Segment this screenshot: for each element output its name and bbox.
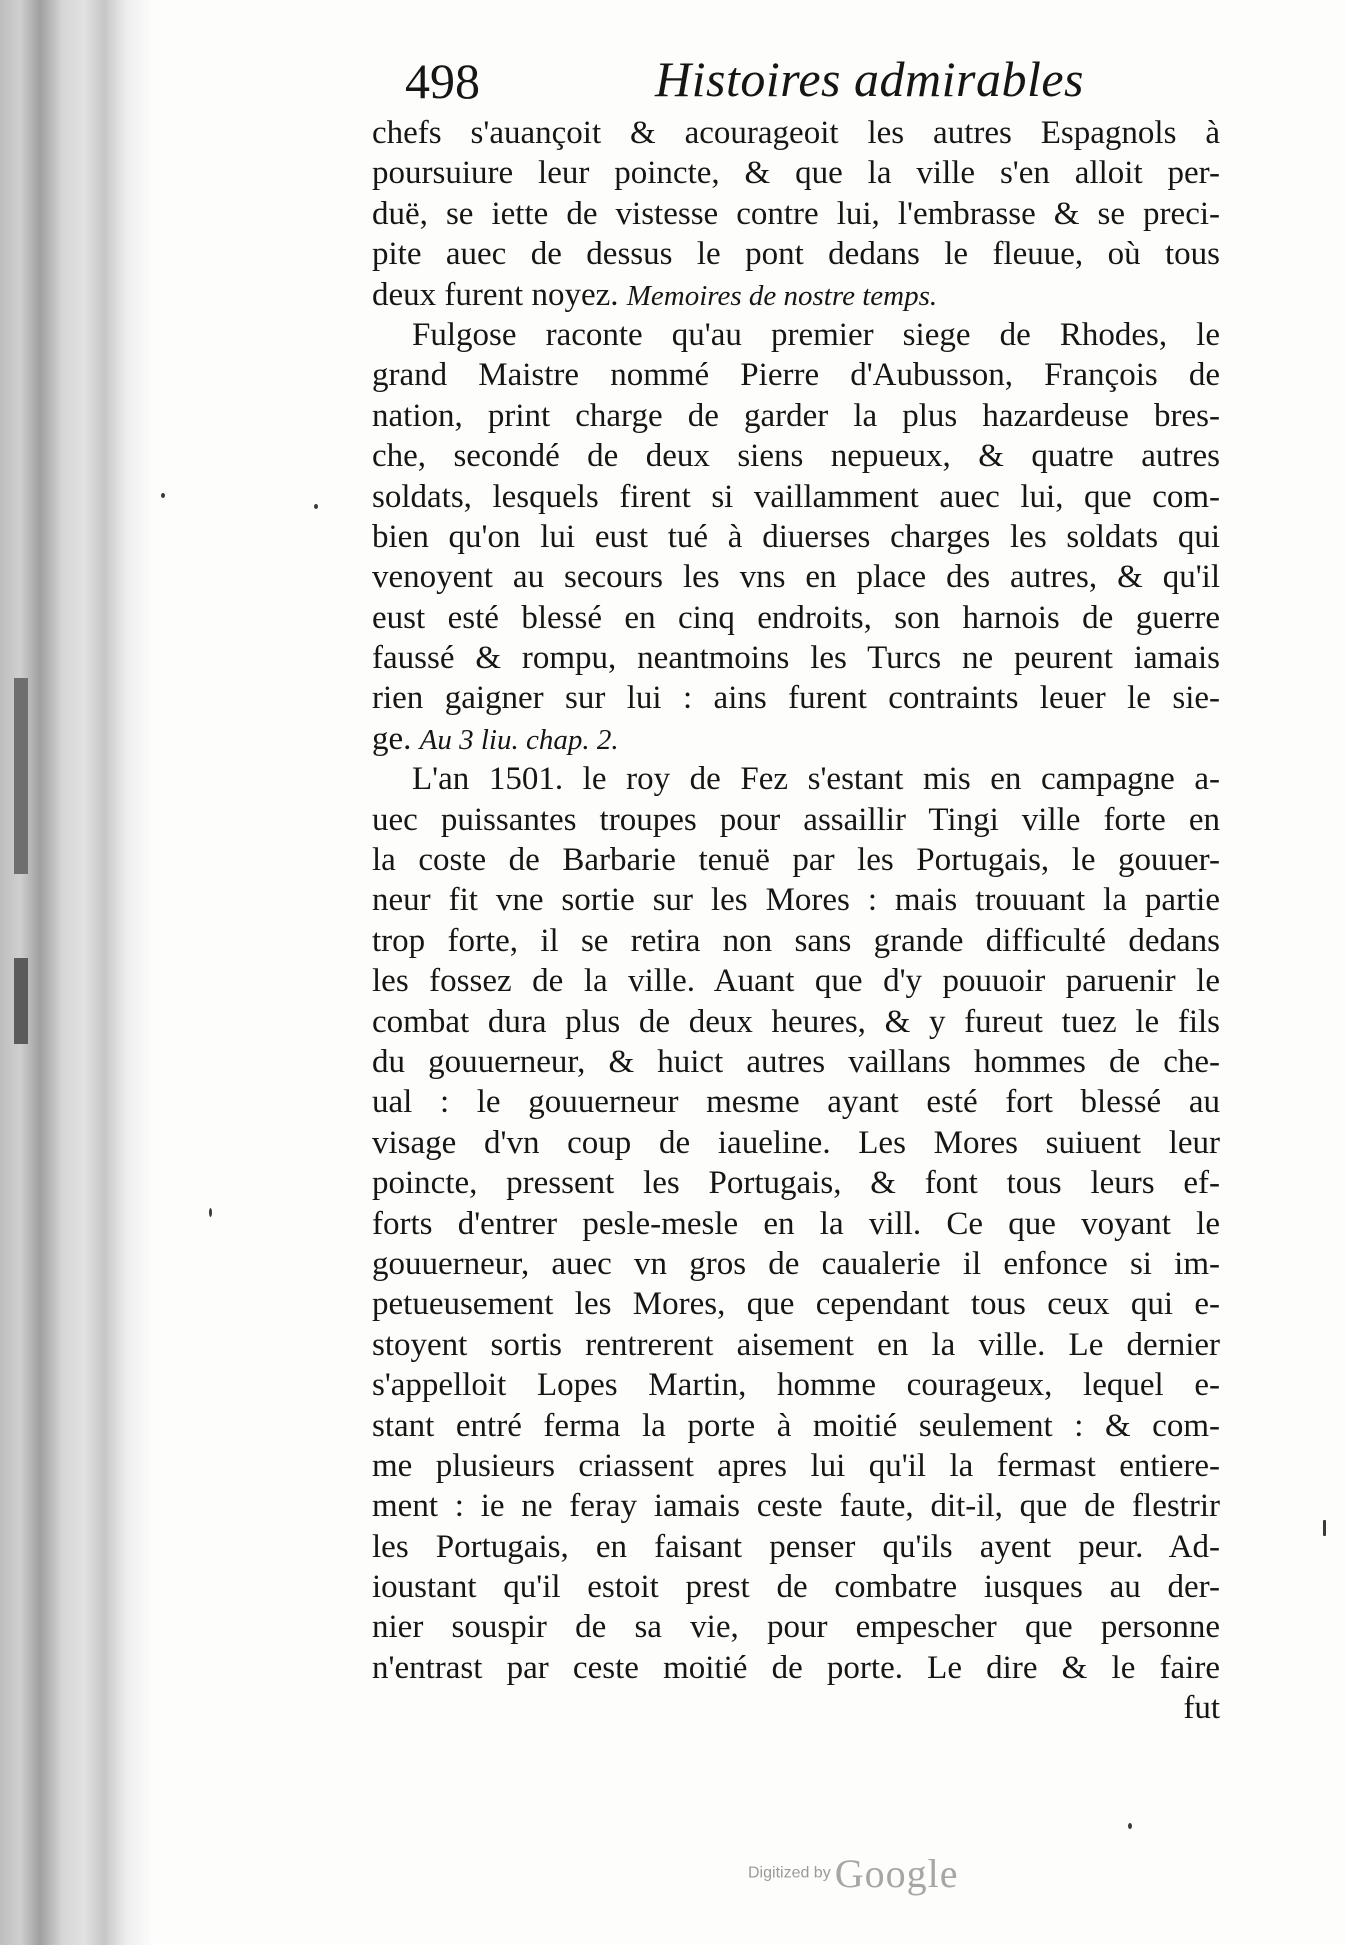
citation-memoires: Memoires de nostre temps.: [626, 279, 938, 312]
text-line: petueusement les Mores, que cependant tous ceux qui e-: [372, 1286, 1220, 1323]
text-line: bien qu'on lui eust tué à diuerses charges les soldats qui: [372, 518, 1220, 555]
ink-speck: [1128, 1823, 1132, 1829]
digitized-watermark: [748, 1850, 958, 1894]
text-line: eust esté blessé en cinq endroits, son harnois de guerre: [372, 599, 1220, 636]
watermark-label: Digitized by: [748, 1864, 831, 1882]
text-line: trop forte, il se retira non sans grande difficulté dedans: [372, 922, 1220, 959]
text-line: ment : ie ne feray iamais ceste faute, dit-il, que de flestrir: [372, 1488, 1220, 1525]
running-title: Histoires admirables: [655, 51, 1084, 107]
text-line: du gouuerneur, & huict autres vaillans hommes de che-: [372, 1043, 1220, 1080]
text-line: [372, 719, 1220, 759]
text-line: les Portugais, en faisant penser qu'ils ayent peur. Ad-: [372, 1528, 1220, 1565]
text-line: la coste de Barbarie tenuë par les Portugais, le gouuer-: [372, 842, 1220, 879]
text-line: s'appelloit Lopes Martin, homme courageux, lequel e-: [372, 1367, 1220, 1404]
catchword: fut: [1183, 1690, 1220, 1727]
text-line: gouuerneur, auec vn gros de caualerie il enfonce si im-: [372, 1245, 1220, 1282]
text-line: visage d'vn coup de iaueline. Les Mores suiuent leur: [372, 1124, 1220, 1161]
paragraph-start-line: L'an 1501. le roy de Fez s'estant mis en campagne a-: [412, 761, 1220, 798]
gutter-shadow-mark: [14, 958, 28, 1044]
text-line: forts d'entrer pesle-mesle en la vill. Ce que voyant le: [372, 1205, 1220, 1242]
ink-speck: [1323, 1520, 1326, 1536]
text-line: duë, se iette de vistesse contre lui, l'embrasse & se preci-: [372, 195, 1220, 232]
body-text: [372, 113, 1220, 1729]
text-line: ioustant qu'il estoit prest de combatre iusques au der-: [372, 1569, 1220, 1606]
text-line: nation, print charge de garder la plus hazardeuse bres-: [372, 397, 1220, 434]
text-line: ual : le gouuerneur mesme ayant esté fort blessé au: [372, 1084, 1220, 1121]
text-line: [372, 275, 1220, 315]
paragraph-start-line: Fulgose raconte qu'au premier siege de Rhodes, le: [412, 316, 1220, 353]
text-line: neur fit vne sortie sur les Mores : mais trouuant la partie: [372, 882, 1220, 919]
text-line: chefs s'auançoit & acourageoit les autres Espagnols à: [372, 115, 1220, 151]
text-line: grand Maistre nommé Pierre d'Aubusson, François de: [372, 357, 1220, 394]
text-line: venoyent au secours les vns en place des autres, & qu'il: [372, 559, 1220, 596]
watermark-brand: Google: [834, 1851, 959, 1896]
text-line: les fossez de la ville. Auant que d'y pouuoir paruenir le: [372, 963, 1220, 1000]
text-line: poincte, pressent les Portugais, & font tous leurs ef-: [372, 1165, 1220, 1202]
running-head: [405, 48, 1225, 112]
binding-gutter: [0, 0, 150, 1945]
ink-speck: [209, 1208, 212, 1217]
text-line: stoyent sortis rentrerent aisement en la ville. Le dernier: [372, 1326, 1220, 1363]
text-line: faussé & rompu, neantmoins les Turcs ne peurent iamais: [372, 640, 1220, 677]
text-line: uec puissantes troupes pour assaillir Tingi ville forte en: [372, 801, 1220, 838]
text-line: n'entrast par ceste moitié de porte. Le dire & le faire: [372, 1649, 1220, 1686]
text-line: pite auec de dessus le pont dedans le fleuue, où tous: [372, 236, 1220, 273]
ink-speck: [161, 493, 165, 498]
gutter-shadow-mark: [14, 678, 28, 874]
text-line-part: ge.: [372, 720, 412, 757]
text-line: nier souspir de sa vie, pour empescher que personne: [372, 1609, 1220, 1646]
text-line: me plusieurs criassent apres lui qu'il la fermast entiere-: [372, 1447, 1220, 1484]
text-line: combat dura plus de deux heures, & y fureut tuez le fils: [372, 1003, 1220, 1040]
text-line: poursuiure leur poincte, & que la ville s'en alloit per-: [372, 155, 1220, 192]
ink-speck: [314, 504, 318, 509]
page-number: 498: [405, 53, 480, 109]
citation-book-chapter: Au 3 liu. chap. 2.: [419, 723, 619, 756]
text-line: soldats, lesquels firent si vaillamment auec lui, que com-: [372, 478, 1220, 515]
text-line: stant entré ferma la porte à moitié seulement : & com-: [372, 1407, 1220, 1444]
text-line: rien gaigner sur lui : ains furent contraints leuer le sie-: [372, 680, 1220, 717]
text-line-part: deux furent noyez.: [372, 276, 619, 313]
text-line: che, secondé de deux siens nepueux, & quatre autres: [372, 438, 1220, 475]
